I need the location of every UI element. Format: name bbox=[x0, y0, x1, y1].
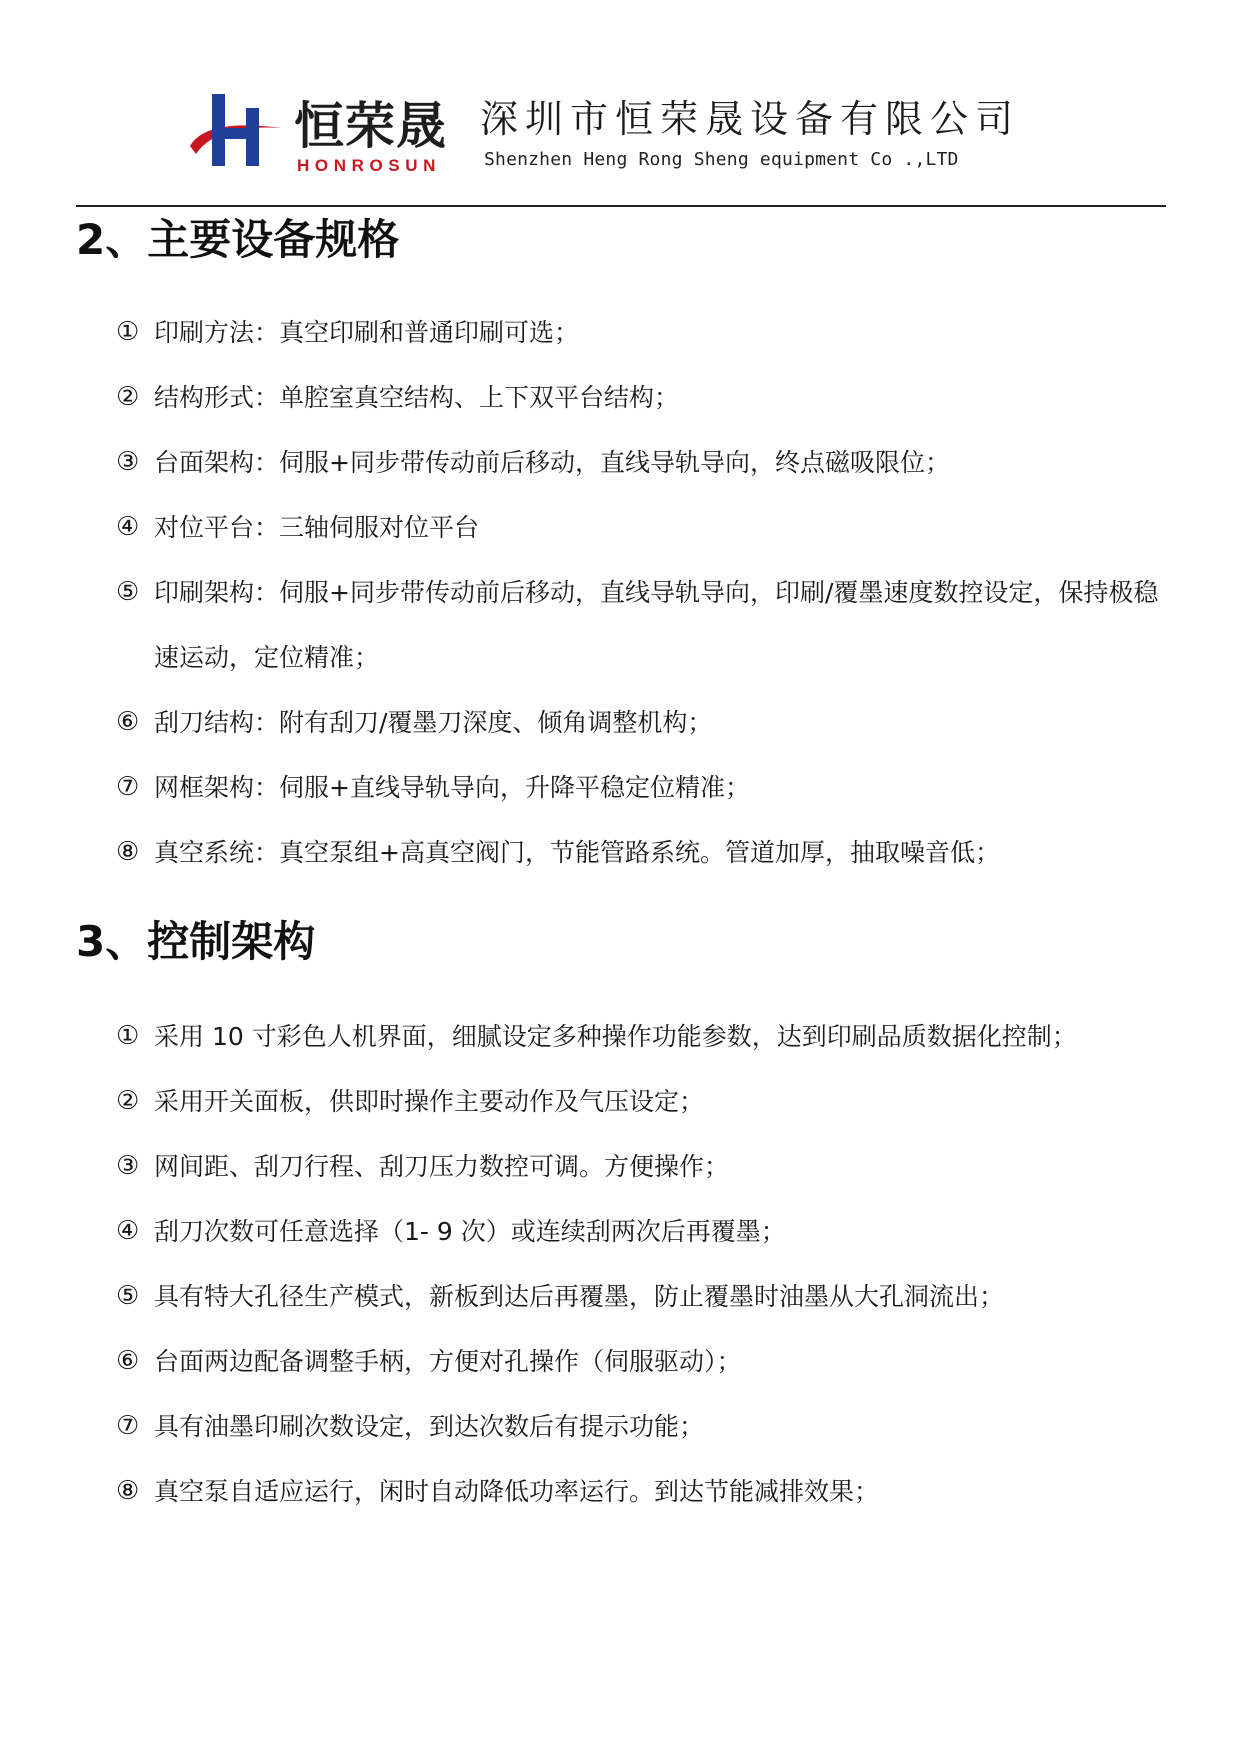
item-number: ③ bbox=[116, 447, 140, 477]
section-title-equipment-specs: 2、主要设备规格 bbox=[76, 215, 400, 264]
list-item bbox=[116, 1069, 1176, 1134]
list-item bbox=[116, 690, 1176, 755]
item-number: ⑧ bbox=[116, 837, 140, 867]
list-item bbox=[116, 1004, 1176, 1069]
item-text: 真空系统：真空泵组+高真空阀门，节能管路系统。管道加厚，抽取噪音低； bbox=[154, 838, 1000, 867]
list-item bbox=[116, 755, 1176, 820]
item-text: 网框架构：伺服+直线导轨导向，升降平稳定位精准； bbox=[154, 773, 750, 802]
item-text: 刮刀次数可任意选择（1- 9 次）或连续刮两次后再覆墨； bbox=[154, 1217, 786, 1246]
item-number: ① bbox=[116, 1021, 140, 1051]
header-divider bbox=[76, 205, 1166, 207]
list-item bbox=[116, 1134, 1176, 1199]
company-name-en: Shenzhen Heng Rong Sheng equipment Co .,LTD bbox=[484, 149, 959, 170]
company-name-cn: 深圳市恒荣晟设备有限公司 bbox=[480, 97, 1021, 141]
item-number: ⑧ bbox=[116, 1476, 140, 1506]
item-text: 印刷方法：真空印刷和普通印刷可选； bbox=[154, 318, 580, 347]
item-text: 结构形式：单腔室真空结构、上下双平台结构； bbox=[154, 383, 680, 412]
item-number: ④ bbox=[116, 1216, 140, 1246]
item-number: ⑥ bbox=[116, 1346, 140, 1376]
item-number: ⑤ bbox=[116, 577, 140, 607]
item-number: ⑦ bbox=[116, 772, 140, 802]
item-number: ④ bbox=[116, 512, 140, 542]
item-text: 对位平台：三轴伺服对位平台 bbox=[154, 513, 480, 542]
item-text: 采用 10 寸彩色人机界面，细腻设定多种操作功能参数，达到印刷品质数据化控制； bbox=[154, 1022, 1077, 1051]
logo-wordmark-cn: 恒荣晟 bbox=[294, 97, 447, 155]
list-item bbox=[116, 1459, 1176, 1524]
item-number: ① bbox=[116, 317, 140, 347]
page-header bbox=[0, 0, 1240, 200]
item-text: 台面两边配备调整手柄，方便对孔操作（伺服驱动）； bbox=[154, 1347, 742, 1376]
list-item bbox=[116, 1199, 1176, 1264]
equipment-specs-list bbox=[116, 300, 1176, 885]
logo-wordmark-en: HONROSUN bbox=[297, 156, 441, 175]
list-item bbox=[116, 1394, 1176, 1459]
list-item bbox=[116, 560, 1176, 690]
list-item bbox=[116, 1329, 1176, 1394]
item-number: ⑥ bbox=[116, 707, 140, 737]
company-logo-icon bbox=[186, 88, 286, 170]
item-number: ② bbox=[116, 1086, 140, 1116]
list-item bbox=[116, 1264, 1176, 1329]
item-text: 具有油墨印刷次数设定，到达次数后有提示功能； bbox=[154, 1412, 705, 1441]
item-number: ② bbox=[116, 382, 140, 412]
item-text: 具有特大孔径生产模式，新板到达后再覆墨，防止覆墨时油墨从大孔洞流出； bbox=[154, 1282, 1005, 1311]
list-item bbox=[116, 820, 1176, 885]
item-text: 刮刀结构：附有刮刀/覆墨刀深度、倾角调整机构； bbox=[154, 708, 713, 737]
item-text: 印刷架构：伺服+同步带传动前后移动，直线导轨导向，印刷/覆墨速度数控设定，保持极稳速运动，定位精准； bbox=[154, 578, 1159, 672]
item-number: ③ bbox=[116, 1151, 140, 1181]
item-text: 真空泵自适应运行，闲时自动降低功率运行。到达节能减排效果； bbox=[154, 1477, 880, 1506]
list-item bbox=[116, 430, 1176, 495]
item-number: ⑦ bbox=[116, 1411, 140, 1441]
section-title-control-architecture: 3、控制架构 bbox=[76, 917, 316, 966]
item-text: 网间距、刮刀行程、刮刀压力数控可调。方便操作； bbox=[154, 1152, 730, 1181]
item-text: 采用开关面板，供即时操作主要动作及气压设定； bbox=[154, 1087, 705, 1116]
list-item bbox=[116, 300, 1176, 365]
list-item bbox=[116, 365, 1176, 430]
list-item bbox=[116, 495, 1176, 560]
item-text: 台面架构：伺服+同步带传动前后移动，直线导轨导向，终点磁吸限位； bbox=[154, 448, 950, 477]
item-number: ⑤ bbox=[116, 1281, 140, 1311]
control-architecture-list bbox=[116, 1004, 1176, 1524]
